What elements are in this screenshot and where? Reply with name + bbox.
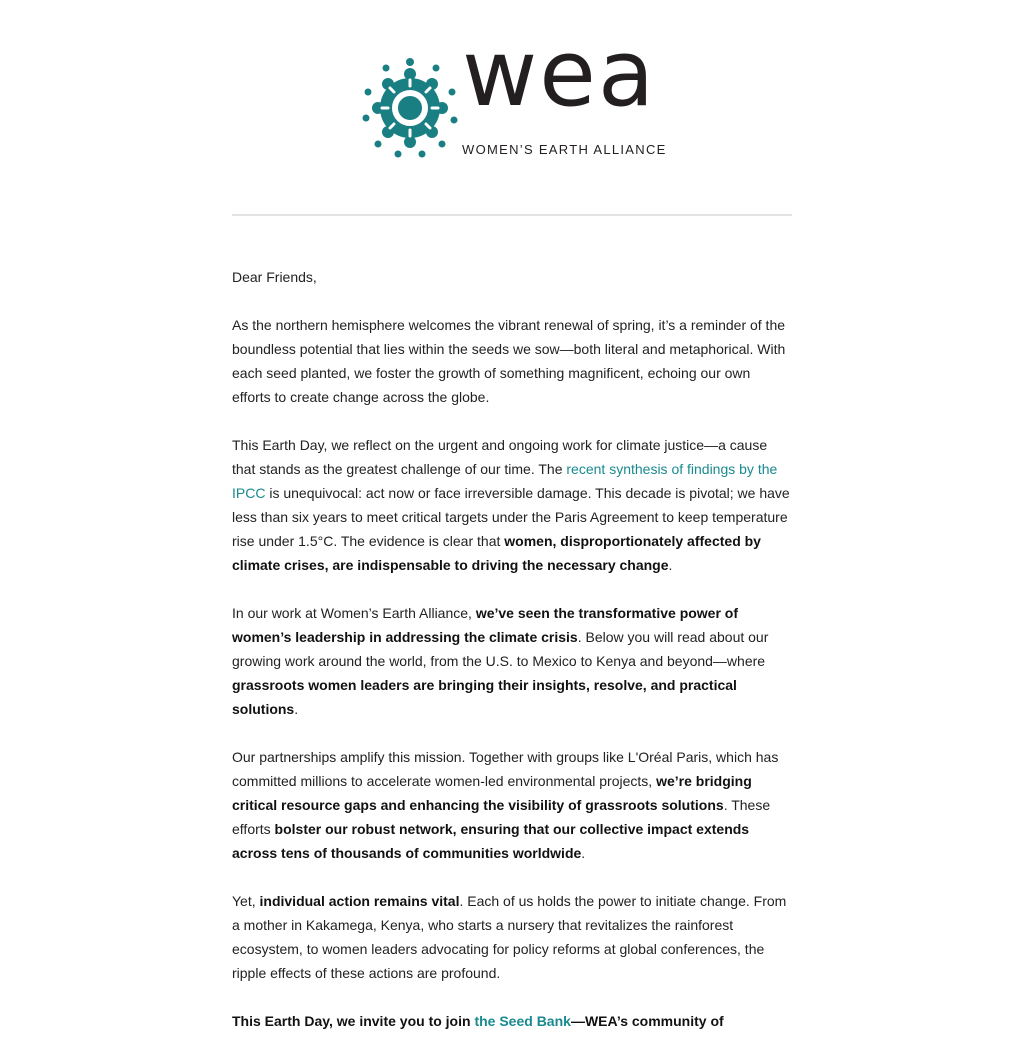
text: . bbox=[668, 557, 673, 573]
paragraph-3 bbox=[232, 601, 792, 721]
text: Yet, bbox=[232, 893, 260, 909]
text: . bbox=[581, 845, 586, 861]
paragraph-1: As the northern hemisphere welcomes the vibrant renewal of spring, it’s a reminder of the boundless potential that lies within the seeds we sow—both literal and metaphorical. With each seed planted, we foster the growth of something magnificent, echoing our own efforts to create change across the globe. bbox=[232, 317, 786, 405]
bold-text: we’ve seen the transformative power of women’s leadership in addressing the climate crisis bbox=[232, 605, 739, 645]
text: In our work at Women’s Earth Alliance, bbox=[232, 605, 476, 621]
seed-bank-link[interactable]: the Seed Bank bbox=[474, 1013, 571, 1029]
text: . Each of us holds the power to initiate change. From a mother in Kakamega, Kenya, who starts a nursery that revitalizes the rainforest ecosystem, to women leaders advocating for policy reforms at global conferences, the ripple effects of these actions are profound. bbox=[232, 893, 787, 981]
bold-text: bolster our robust network, ensuring that our collective impact extends across tens of thousands of communities worldwide bbox=[232, 821, 750, 861]
bold-text: women, disproportionately affected by climate crises, are indispensable to driving the necessary change bbox=[232, 533, 761, 573]
greeting: Dear Friends, bbox=[232, 269, 317, 285]
text: Our partnerships amplify this mission. Together with groups like L'Oréal Paris, which has committed millions to accelerate women-led environmental projects, bbox=[232, 749, 779, 789]
text: is unequivocal: act now or face irreversible damage. This decade is pivotal; we have less than six years to meet critical targets under the Paris Agreement to keep temperature rise under 1.5°C. The evidence is clear that bbox=[232, 485, 790, 549]
paragraph-6 bbox=[232, 1009, 792, 1033]
bold-text: —WEA’s community of bbox=[570, 1013, 724, 1029]
text: . These efforts bbox=[232, 797, 771, 837]
paragraph-2 bbox=[232, 433, 792, 577]
text: This Earth Day, we reflect on the urgent and ongoing work for climate justice—a cause that stands as the greatest challenge of our time. The bbox=[232, 437, 768, 477]
paragraph-5 bbox=[232, 889, 792, 985]
bold-text: This Earth Day, we invite you to join bbox=[232, 1013, 475, 1029]
logo-subtitle: WOMEN’S EARTH ALLIANCE bbox=[462, 142, 667, 157]
header-divider bbox=[232, 214, 792, 216]
ipcc-link[interactable]: recent synthesis of findings by the IPCC bbox=[232, 461, 778, 501]
logo-wordmark: wea bbox=[462, 20, 657, 127]
sun-seed-icon bbox=[360, 56, 460, 160]
text: . bbox=[294, 701, 299, 717]
bold-text: individual action remains vital bbox=[259, 893, 460, 909]
letter-body bbox=[232, 265, 792, 1057]
text: . Below you will read about our growing work around the world, from the U.S. to Mexico to Kenya and beyond—where bbox=[232, 629, 769, 669]
bold-text: we’re bridging critical resource gaps and enhancing the visibility of grassroots solutions bbox=[232, 773, 752, 813]
paragraph-4 bbox=[232, 745, 792, 865]
wea-logo[interactable] bbox=[360, 20, 670, 160]
bold-text: grassroots women leaders are bringing their insights, resolve, and practical solutions bbox=[232, 677, 737, 717]
